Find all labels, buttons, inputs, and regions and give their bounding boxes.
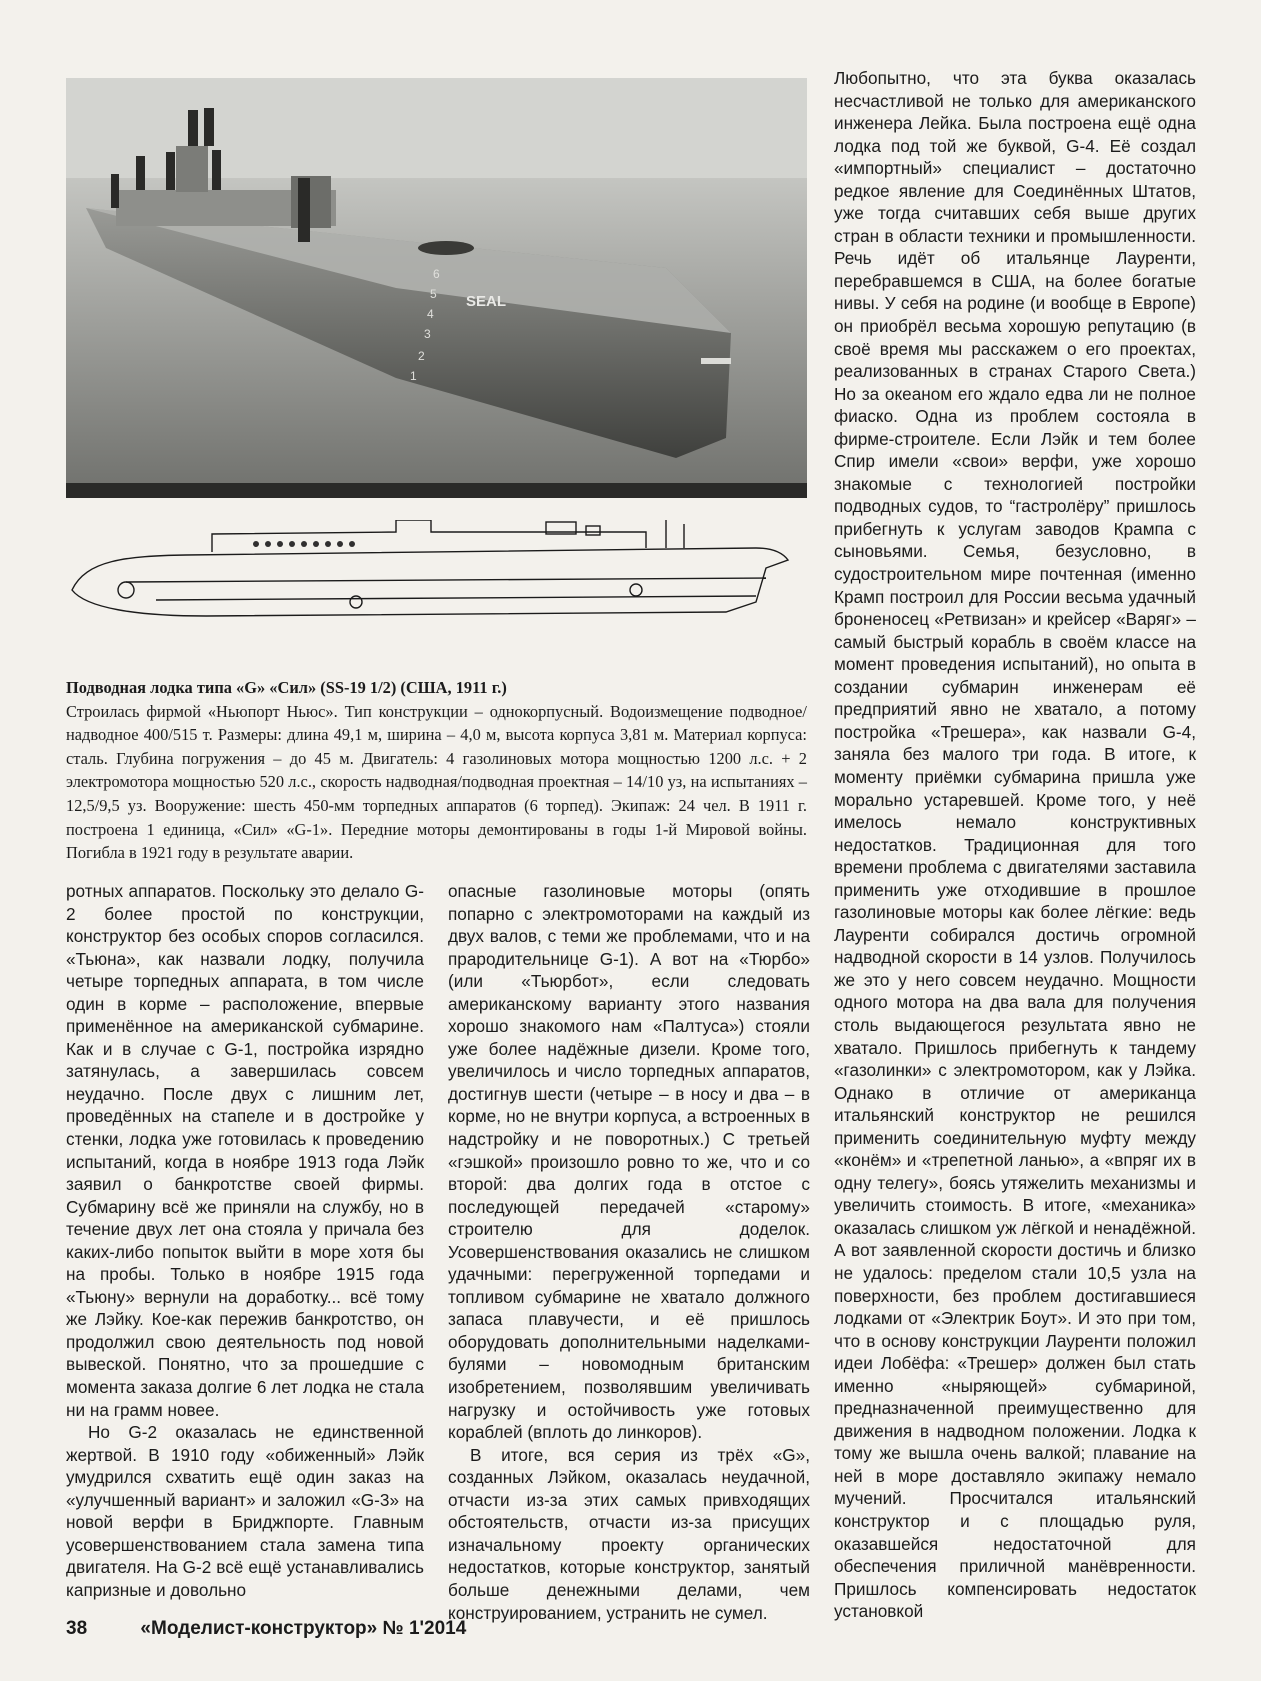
hull-name-label: SEAL bbox=[466, 293, 507, 310]
submarine-photo-illustration bbox=[66, 78, 807, 498]
figure-caption bbox=[66, 676, 807, 865]
draft-mark: 2 bbox=[418, 349, 425, 363]
draft-mark: 4 bbox=[427, 307, 434, 321]
text-column-right bbox=[834, 67, 1196, 1623]
page-number: 38 bbox=[66, 1618, 88, 1639]
page-footer bbox=[66, 1618, 766, 1640]
text-column-left bbox=[66, 880, 424, 1602]
text-column-middle bbox=[448, 880, 810, 1624]
paragraph: ротных аппаратов. Поскольку это делало G-2 более простой по конструкции, конструктор без особых споров согласился. «Тьюна», как назвали лодку, получила четыре торпедных аппарата, в том числе один в корме – расположение, впервые применённое на американской субмарине. Как и в случае с G-1, постройка изрядно затянулась, а завершилась совсем неудачно. После двух с лишним лет, проведённых на стапеле и в достройке у стенки, лодка уже готовилась к проведению испытаний, когда в ноябре 1913 года Лэйк заявил о банкротстве своей фирмы. Субмарину всё же приняли на службу, но в течение двух лет она стояла у причала без каких-либо попыток выйти в море хотя бы на пробы. Только в ноябре 1915 года «Тьюну» вернули на доработку... всё тому же Лэйку. Кое-как пережив банкротство, он продолжил свою деятельность под новой вывеской. Понятно, что за прошедшие с момента заказа долгие 6 лет лодка не стала ни на грамм новее. bbox=[66, 881, 424, 1420]
submarine-profile-drawing bbox=[66, 520, 807, 665]
caption-title: Подводная лодка типа «G» «Сил» (SS-19 1/2) (США, 1911 г.) bbox=[66, 678, 507, 697]
paragraph: опасные газолиновые моторы (опять попарно с электромоторами на каждый из двух валов, с теми же проблемами, что и на прародительнице G-1). А вот на «Тюрбо» (или «Тьюрбот», если следовать американскому варианту этого названия хорошо знакомого нам «Палтуса») стояли уже более надёжные дизели. Кроме того, увеличилось и число торпедных аппаратов, достигнув шести (четыре – в носу и два – в корме, но не внутри корпуса, а встроенных в надстройку и не поворотных.) С третьей «гэшкой» произошло ровно то же, что и со второй: два долгих года в отстое с последующей передачей «старому» строителю для доделок. Усовершенствования оказались не слишком удачными: перегруженной торпедами и топливом субмарине не хватало должного запаса плавучести, и её пришлось оборудовать дополнительными наделками-булями – новомодным британским изобретением, позволявшим увеличивать нагрузку и остойчивость уже готовых кораблей (вплоть до линкоров). bbox=[448, 881, 810, 1443]
draft-mark: 6 bbox=[433, 267, 440, 281]
paragraph: Любопытно, что эта буква оказалась несчастливой не только для американского инженера Лейка. Была построена ещё одна лодка под той же буквой, G-4. Её создал «импортный» специалист – достаточно редкое явление для Соединённых Штатов, уже тогда считавших себя выше других стран в области техники и промышленности. Речь идёт об итальянце Лауренти, перебравшемся в США, на более богатые нивы. У себя на родине (и вообще в Европе) он приобрёл весьма хорошую репутацию (в своё время мы расскажем о его проектах, реализованных в странах Старого Света.) Но за океаном его ждало едва ли не полное фиаско. Одна из проблем состояла в фирме-строителе. Если Лэйк и тем более Спир имели «свои» верфи, уже хорошо знакомые с технологией постройки подводных судов, то “гастролёру” пришлось прибегнуть к услугам заводов Крампа с сыновьями. Семья, безусловно, в судостроительном мире почтенная (именно Крамп построил для России весьма удачный броненосец «Ретвизан» и крейсер «Варяг» – самый быстрый корабль в своём классе на момент проведения испытаний), но опыта в создании субмарин инженерам её предприятий явно не хватало, а потому постройка «Трешера», как назвали G-4, заняла без малого три года. В итоге, к моменту приёмки субмарина пришла уже морально устаревшей. Кроме того, у неё имелось немало конструктивных недостатков. Традиционная для того времени проблема с двигателями заставила применить уже отходившие в прошлое газолиновые моторы как более лёгкие: ведь Лауренти собирался достичь огромной надводной скорости в 14 узлов. Получилось же это у него совсем неудачно. Мощности одного мотора на два вала для получения столь выдающегося результата явно не хватало. Пришлось прибегнуть к тандему «газолинки» с электромотором, как у Лэйка. Однако в отличие от американца итальянский конструктор не решился применить соединительную муфту между «конём» и «трепетной ланью», а «впряг их в одну телегу», боясь утяжелить механизмы и увеличить стоимость. В итоге, «механика» оказалась слишком уж лёгкой и ненадёжной. А вот заявленной скорости достичь и близко не удалось: пределом стали 10,5 узла на поверхности, без проблем достигавшиеся лодками от «Электрик Боут». И это при том, что в основу конструкции Лауренти положил идеи Лобёфа: «Трешер» должен был стать именно «ныряющей» субмариной, предназначенной преимущественно для движения в надводном положении. Лодка к тому же вышла очень валкой; плавание на ней в море доставляло экипажу немало мучений. Просчитался итальянский конструктор и с площадью руля, оказавшейся недостаточной для обеспечения приличной манёвренности. Пришлось компенсировать недостаток установкой bbox=[834, 68, 1196, 1622]
magazine-title: «Моделист-конструктор» № 1'2014 bbox=[140, 1618, 467, 1639]
paragraph: В итоге, вся серия из трёх «G», созданных Лэйком, оказалась неудачной, отчасти из-за этих самых привходящих обстоятельств, отчасти из-за присущих изначальному проекту органических недостатков, которые конструктор, занятый больше денежными делами, чем конструированием, устранить не сумел. bbox=[448, 1444, 810, 1623]
submarine-photo bbox=[66, 78, 807, 498]
paragraph: Но G-2 оказалась не единственной жертвой. В 1910 году «обиженный» Лэйк умудрился схватить ещё один заказ на «улучшенный вариант» и заложил «G-3» на новой верфи в Бриджпорте. Главным усовершенствованием стала замена типа двигателя. На G-2 всё ещё устанавливались капризные и довольно bbox=[66, 1422, 424, 1600]
draft-mark: 3 bbox=[424, 327, 431, 341]
draft-mark: 5 bbox=[430, 287, 437, 301]
draft-mark: 1 bbox=[410, 369, 417, 383]
caption-text: Строилась фирмой «Ньюпорт Ньюс». Тип конструкции – однокорпусный. Водоизмещение подводное/надводное 400/515 т. Размеры: длина 49,1 м, ширина – 4,0 м, высота корпуса 3,81 м. Материал корпуса: сталь. Глубина погружения – до 45 м. Двигатель: 4 газолиновых мотора мощностью 1200 л.с. + 2 электромотора мощностью 520 л.с., скорость надводная/подводная проектная – 14/10 уз, на испытаниях – 12,5/9,5 уз. Вооружение: шесть 450-мм торпедных аппаратов (6 торпед). Экипаж: 24 чел. В 1911 г. построена 1 единица, «Сил» «G-1». Передние моторы демонтированы в годы 1-й Мировой войны. Погибла в 1921 году в результате аварии. bbox=[66, 701, 807, 863]
